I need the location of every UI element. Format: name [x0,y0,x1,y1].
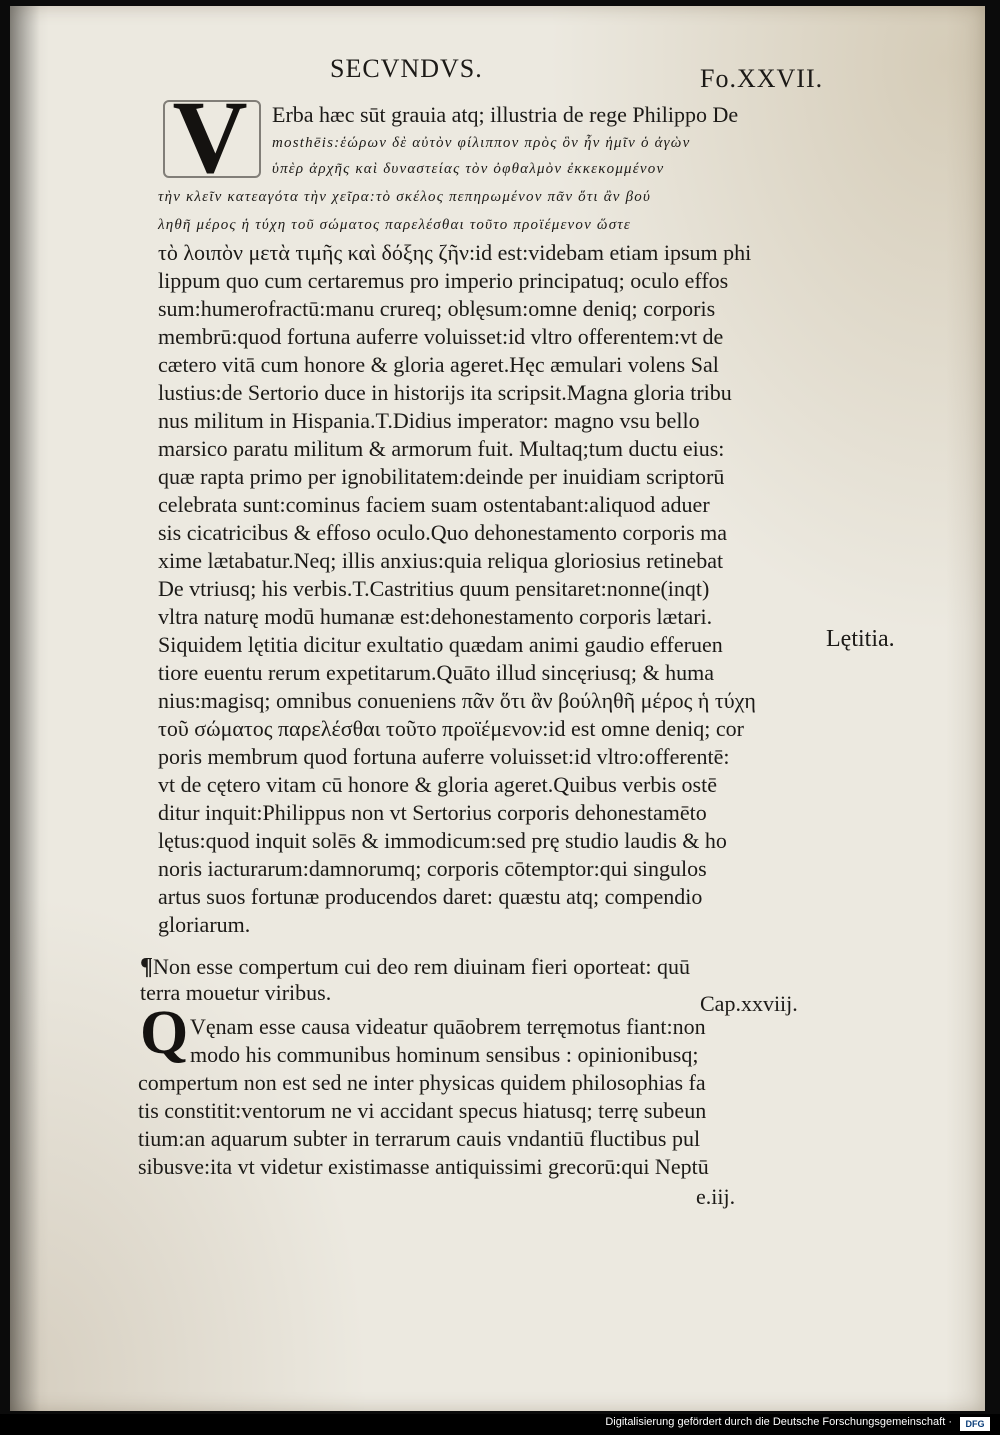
book-page [10,6,985,1411]
body-line: tiore euentu rerum expetitarum.Quāto illud sincęriusq; & huma [158,660,714,685]
body-line: lustius:de Sertorio duce in historijs ita scripsit.Magna gloria tribu [158,380,732,405]
body-line: Siquidem lętitia dicitur exultatio quædam animi gaudio efferuen [158,632,723,657]
body-line-greek: ὑπὲρ ἀρχῆς καὶ δυναστείας τὸν ὀφθαλμὸν ἐκκεκομμένον [272,161,665,177]
body-line: nius:magisq; omnibus conueniens πᾶν ὅτι ἂν βούληθῆ μέρος ἡ τύχη [158,688,756,713]
body-line: lippum quo cum certaremus pro imperio principatuq; oculo effos [158,268,729,293]
decorated-initial-v: V [155,98,265,178]
chapter-line: tium:an aquarum subter in terrarum cauis vndantiū fluctibus pul [138,1126,701,1151]
dfg-logo-icon: DFG [960,1417,990,1431]
body-line: membrū:quod fortuna auferre voluisset:id vltro offerentem:vt de [158,324,724,349]
body-line: artus suos fortunæ producendos daret: quæstu atq; compendio [158,884,703,909]
chapter-text [10,6,985,1411]
body-line: nus militum in Hispania.T.Didius imperator: magno vsu bello [158,408,700,433]
chapter-heading-line: Non esse compertum cui deo rem diuinam fieri oporteat: quū [152,954,690,979]
body-line: sis cicatricibus & effoso oculo.Quo dehonestamento corporis ma [158,520,728,545]
chapter-number: Cap.xxviij. [700,991,798,1016]
body-line: τοῦ σώματος παρελέσθαι τοῦτο προϊέμενον:id est omne deniq; cor [158,716,744,741]
body-line: quæ rapta primo per ignobilitatem:deinde per inuidiam scriptorū [158,464,725,489]
initial-letter-q: Q [140,999,189,1067]
chapter-line: modo his communibus hominum sensibus : opinionibusq; [190,1042,699,1067]
body-line: marsico paratu militum & armorum fuit. Multaq;tum ductu eius: [158,436,725,461]
body-line: noris iacturarum:damnorumq; corporis cōtemptor:qui singulos [158,856,707,881]
funding-credit: Digitalisierung gefördert durch die Deutsche Forschungsgemeinschaft · [605,1416,952,1428]
body-line-greek: τὴν κλεῖν κατεαγότα τὴν χεῖρα:τὸ σκέλος πεπηρωμένον πᾶν ὅτι ἂν βού [158,189,652,205]
body-line: cætero vitā cum honore & gloria ageret.Hęc æmulari volens Sal [158,352,719,377]
body-line: Erba hæc sūt grauia atq; illustria de rege Philippo De [272,102,739,127]
body-line: vt de cętero vitam cū honore & gloria ageret.Quibus verbis ostē [158,772,717,797]
chapter-line: sibusve:ita vt videtur existimasse antiquissimi grecorū:qui Neptū [138,1154,709,1179]
running-head: SECVNDVS. [330,54,483,83]
chapter-heading-line: terra mouetur viribus. [140,980,332,1005]
body-line: lętus:quod inquit solēs & immodicum:sed prę studio laudis & ho [158,828,727,853]
body-line: ditur inquit:Philippus non vt Sertorius corporis dehonestamēto [158,800,707,825]
chapter-line: Vęnam esse causa videatur quāobrem terręmotus fiant:non [190,1014,706,1039]
body-line: gloriarum. [158,912,251,937]
body-line-greek: mosthēis:ἑώρων δὲ αὐτὸν φίλιππον πρὸς ὃν ἦν ἡμῖν ὁ ἀγὼν [272,135,691,151]
body-line: sum:humerofractū:manu crureq; oblęsum:omne deniq; corporis [158,296,716,321]
body-line: vltra naturę modū humanæ est:dehonestamento corporis lætari. [158,604,713,629]
footer-bar [0,1414,1000,1435]
chapter-line: tis constitit:ventorum ne vi accidant specus hiatusq; terrę subeun [138,1098,707,1123]
margin-note: Lętitia. [826,626,895,652]
body-line: De vtriusq; his verbis.T.Castritius quum pensitaret:nonne(inqt) [158,576,710,601]
body-line-greek: ληθῆ μέρος ἡ τύχη τοῦ σώματος παρελέσθαι τοῦτο προϊέμενον ὥστε [158,217,631,233]
body-line: celebrata sunt:cominus faciem suam ostentabant:aliquod aduer [158,492,710,517]
pilcrow-mark: ¶ [140,954,153,980]
body-line: xime lætabatur.Neq; illis anxius:quia reliqua gloriosius retinebat [158,548,724,573]
folio-number: Fo.XXVII. [700,64,824,93]
signature-mark: e.iij. [696,1184,736,1209]
body-line: τὸ λοιπὸν μετὰ τιμῆς καὶ δόξης ζῆν:id est:videbam etiam ipsum phi [158,240,752,265]
body-line: poris membrum quod fortuna auferre voluisset:id vltro:offerentē: [158,744,730,769]
chapter-line: compertum non est sed ne inter physicas quidem philosophias fa [138,1070,706,1095]
